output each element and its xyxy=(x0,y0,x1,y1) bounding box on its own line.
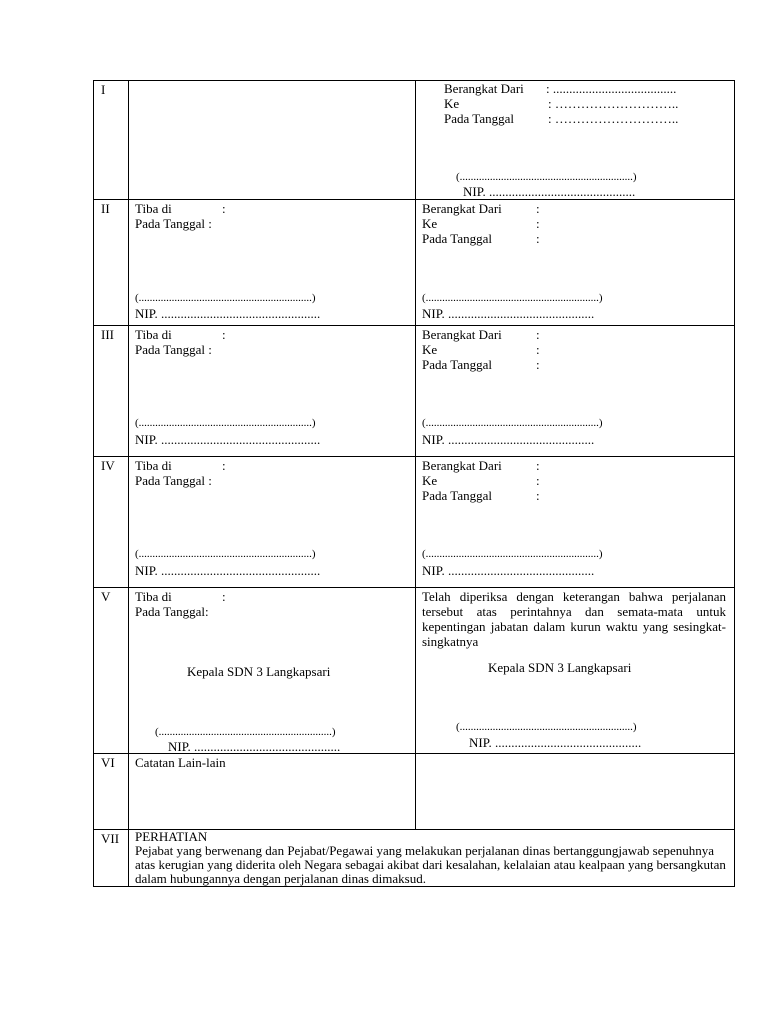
tiba-di-label: Tiba di xyxy=(135,201,172,216)
colon: : xyxy=(536,473,540,488)
row-1-right-cell xyxy=(416,81,734,199)
row-4-left-cell xyxy=(129,457,415,587)
pada-tanggal-label: Pada Tanggal xyxy=(444,111,514,126)
signature-line: (...............................................................) xyxy=(155,726,336,738)
form-row-4 xyxy=(94,457,735,588)
tiba-di-colon: : xyxy=(222,589,226,604)
form-row-2 xyxy=(94,200,735,326)
colon: : xyxy=(536,488,540,503)
signature-line: (...............................................................) xyxy=(135,292,316,304)
tiba-di-label: Tiba di xyxy=(135,327,172,342)
verification-statement: Telah diperiksa dengan keterangan bahwa perjalanan tersebut atas perintahnya dan semata-mata untuk kepentingan jabatan dalam kurun waktu yang sesingkat-singkatnya xyxy=(422,589,726,649)
form-row-5 xyxy=(94,588,735,754)
tiba-di-colon: : xyxy=(222,327,226,342)
notice-title: PERHATIAN xyxy=(135,829,208,844)
row-2-right-cell xyxy=(416,200,734,325)
form-row-7 xyxy=(94,830,735,887)
signature-line: (...............................................................) xyxy=(456,721,637,733)
nip-line: NIP. ............................................. xyxy=(422,306,595,321)
row-7-notice-cell xyxy=(129,830,734,886)
colon: : xyxy=(536,357,540,372)
row-6-left-cell xyxy=(129,754,415,829)
nip-line: NIP. ................................................. xyxy=(135,563,321,578)
row-number: I xyxy=(101,82,106,97)
nip-line: NIP. ............................................. xyxy=(422,432,595,447)
colon: : xyxy=(536,458,540,473)
signature-line: (...............................................................) xyxy=(456,171,637,183)
tiba-di-label: Tiba di xyxy=(135,458,172,473)
row-number: VII xyxy=(101,831,120,846)
pada-tanggal-label: Pada Tanggal : xyxy=(135,473,212,488)
berangkat-dari-value: : ...................................... xyxy=(546,81,677,96)
row-4-right-cell xyxy=(416,457,734,587)
ke-label: Ke xyxy=(422,216,438,231)
pada-tanggal-label: Pada Tanggal: xyxy=(135,604,209,619)
tiba-di-colon: : xyxy=(222,201,226,216)
pada-tanggal-label: Pada Tanggal xyxy=(422,488,492,503)
berangkat-dari-label: Berangkat Dari xyxy=(444,81,524,96)
nip-line: NIP. ................................................. xyxy=(135,432,321,447)
row-number: VI xyxy=(101,755,115,770)
ke-label: Ke xyxy=(444,96,460,111)
official-title: Kepala SDN 3 Langkapsari xyxy=(187,664,331,679)
berangkat-dari-label: Berangkat Dari xyxy=(422,327,502,342)
signature-line: (...............................................................) xyxy=(135,417,316,429)
colon: : xyxy=(536,201,540,216)
tiba-di-colon: : xyxy=(222,458,226,473)
ke-label: Ke xyxy=(422,342,438,357)
signature-line: (...............................................................) xyxy=(422,417,603,429)
form-row-3 xyxy=(94,326,735,457)
colon: : xyxy=(536,231,540,246)
row-3-right-cell xyxy=(416,326,734,456)
catatan-label: Catatan Lain-lain xyxy=(135,755,226,770)
nip-line: NIP. ................................................. xyxy=(135,306,321,321)
signature-line: (...............................................................) xyxy=(135,548,316,560)
form-row-1 xyxy=(94,81,735,200)
pada-tanggal-label: Pada Tanggal xyxy=(422,357,492,372)
colon: : xyxy=(536,342,540,357)
pada-tanggal-label: Pada Tanggal : xyxy=(135,216,212,231)
ke-value: : ……………………….. xyxy=(548,96,679,111)
row-number: II xyxy=(101,201,110,216)
official-title: Kepala SDN 3 Langkapsari xyxy=(488,660,632,675)
travel-form-table xyxy=(93,80,735,887)
row-number: III xyxy=(101,327,114,342)
nip-line: NIP. ............................................. xyxy=(463,184,636,199)
signature-line: (...............................................................) xyxy=(422,548,603,560)
tiba-di-label: Tiba di xyxy=(135,589,172,604)
row-5-left-cell xyxy=(129,588,415,753)
row-number: V xyxy=(101,589,111,604)
berangkat-dari-label: Berangkat Dari xyxy=(422,458,502,473)
nip-line: NIP. ............................................. xyxy=(168,739,341,754)
row-5-right-cell xyxy=(416,588,734,753)
colon: : xyxy=(536,327,540,342)
form-row-6 xyxy=(94,754,735,830)
nip-line: NIP. ............................................. xyxy=(422,563,595,578)
pada-tanggal-label: Pada Tanggal : xyxy=(135,342,212,357)
nip-line: NIP. ............................................. xyxy=(469,735,642,750)
notice-text: Pejabat yang berwenang dan Pejabat/Pegawai yang melakukan perjalanan dinas bertanggungjawab sepenuhnya atas kerugian yang diderita oleh Negara sebagai akibat dari kesalahan, kelalaian atau kealpaan yang bersangkutan dalam hubungannya dengan perjalanan dinas dimaksud. xyxy=(135,843,726,886)
berangkat-dari-label: Berangkat Dari xyxy=(422,201,502,216)
row-2-left-cell xyxy=(129,200,415,325)
pada-tanggal-label: Pada Tanggal xyxy=(422,231,492,246)
row-6-right-cell xyxy=(416,754,735,830)
row-1-left-cell xyxy=(129,81,416,200)
signature-line: (...............................................................) xyxy=(422,292,603,304)
colon: : xyxy=(536,216,540,231)
pada-tanggal-value: : ……………………….. xyxy=(548,111,679,126)
row-number: IV xyxy=(101,458,115,473)
row-3-left-cell xyxy=(129,326,415,456)
ke-label: Ke xyxy=(422,473,438,488)
